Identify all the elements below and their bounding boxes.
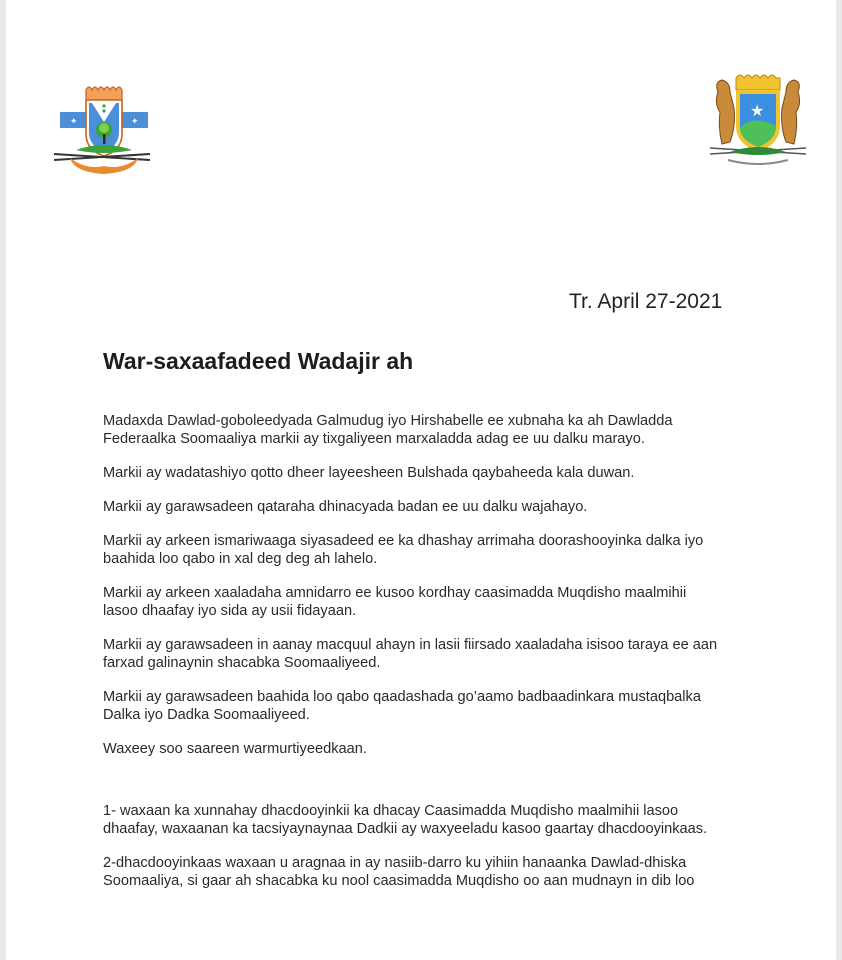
paragraph-line: Dalka iyo Dadka Soomaaliyeed. [103, 707, 310, 723]
paragraph-line: Markii ay garawsadeen baahida loo qabo qaadashada go’aamo badbaadinkara mustaqbalka [103, 689, 701, 705]
paragraph [103, 412, 783, 448]
svg-text:✦: ✦ [70, 117, 78, 127]
paragraph-line: Markii ay garawsadeen in aanay macquul ahayn in lasii fiirsado xaaladaha isisoo taraya ee aan [103, 637, 718, 653]
left-leopard [716, 80, 734, 144]
paragraph-line: Markii ay garawsadeen qataraha dhinacyada badan ee uu dalku wajahayo. [103, 499, 588, 515]
paragraph-line: lasoo dhaafay iyo sida ay usii fidayaan. [103, 603, 357, 619]
star-icon: ★ [750, 101, 765, 120]
paragraph-line: Markii ay arkeen ismariwaaga siyasadeed ee ka dhashay arrimaha doorashooyinka dalka iyo [103, 533, 704, 549]
document-page [6, 0, 836, 960]
paragraph [103, 584, 783, 620]
document-title: War-saxaafadeed Wadajir ah [103, 348, 414, 374]
paragraph-line: baahida loo qabo in xal deg deg ah lahelo. [103, 551, 378, 567]
point-line: 2-dhacdooyinkaas waxaan u aragnaa in ay nasiib-darro ku yihiin hanaanka Dawlad-dhiska [103, 855, 687, 871]
paragraph [103, 688, 783, 724]
paragraph [103, 464, 783, 482]
paragraph-line: Waxeey soo saareen warmurtiyeedkaan. [103, 741, 367, 757]
svg-text:✦: ✦ [131, 117, 139, 127]
numbered-point [103, 802, 783, 838]
paragraph-line: Federaalka Soomaaliya markii ay tixgaliyeen marxaladda adag ee uu dalku marayo. [103, 431, 645, 447]
paragraph-line: Markii ay wadatashiyo qotto dheer layeesheen Bulshada qaybaheeda kala duwan. [103, 465, 635, 481]
right-leopard [782, 80, 800, 144]
paragraph-line: Madaxda Dawlad-goboleedyada Galmudug iyo Hirshabelle ee xubnaha ka ah Dawladda [103, 413, 673, 429]
document-body [103, 412, 783, 906]
paragraph [103, 498, 783, 516]
paragraph [103, 740, 783, 758]
paragraph [103, 636, 783, 672]
point-line: dhaafay, waxaanan ka tacsiyaynaynaa Dadkii ay waxyeeladu kasoo gaartay dhacdooyinkaas. [103, 821, 708, 837]
document-date: Tr. April 27-2021 [569, 290, 723, 313]
paragraph-line: Markii ay arkeen xaaladaha amnidarro ee kusoo kordhay caasimadda Muqdisho maalmihii [103, 585, 687, 601]
paragraph-line: farxad galinaynin shacabka Soomaaliyeed. [103, 655, 381, 671]
galmudug-hirshabelle-emblem [46, 70, 158, 182]
somalia-coat-of-arms [700, 68, 816, 172]
point-line: Soomaaliya, si gaar ah shacabka ku nool caasimadda Muqdisho oo aan mudnayn in dib loo [103, 873, 695, 889]
point-line: 1- waxaan ka xunnahay dhacdooyinkii ka dhacay Caasimadda Muqdisho maalmihii lasoo [103, 803, 679, 819]
paragraph [103, 532, 783, 568]
numbered-point [103, 854, 783, 890]
section-gap [103, 774, 783, 802]
